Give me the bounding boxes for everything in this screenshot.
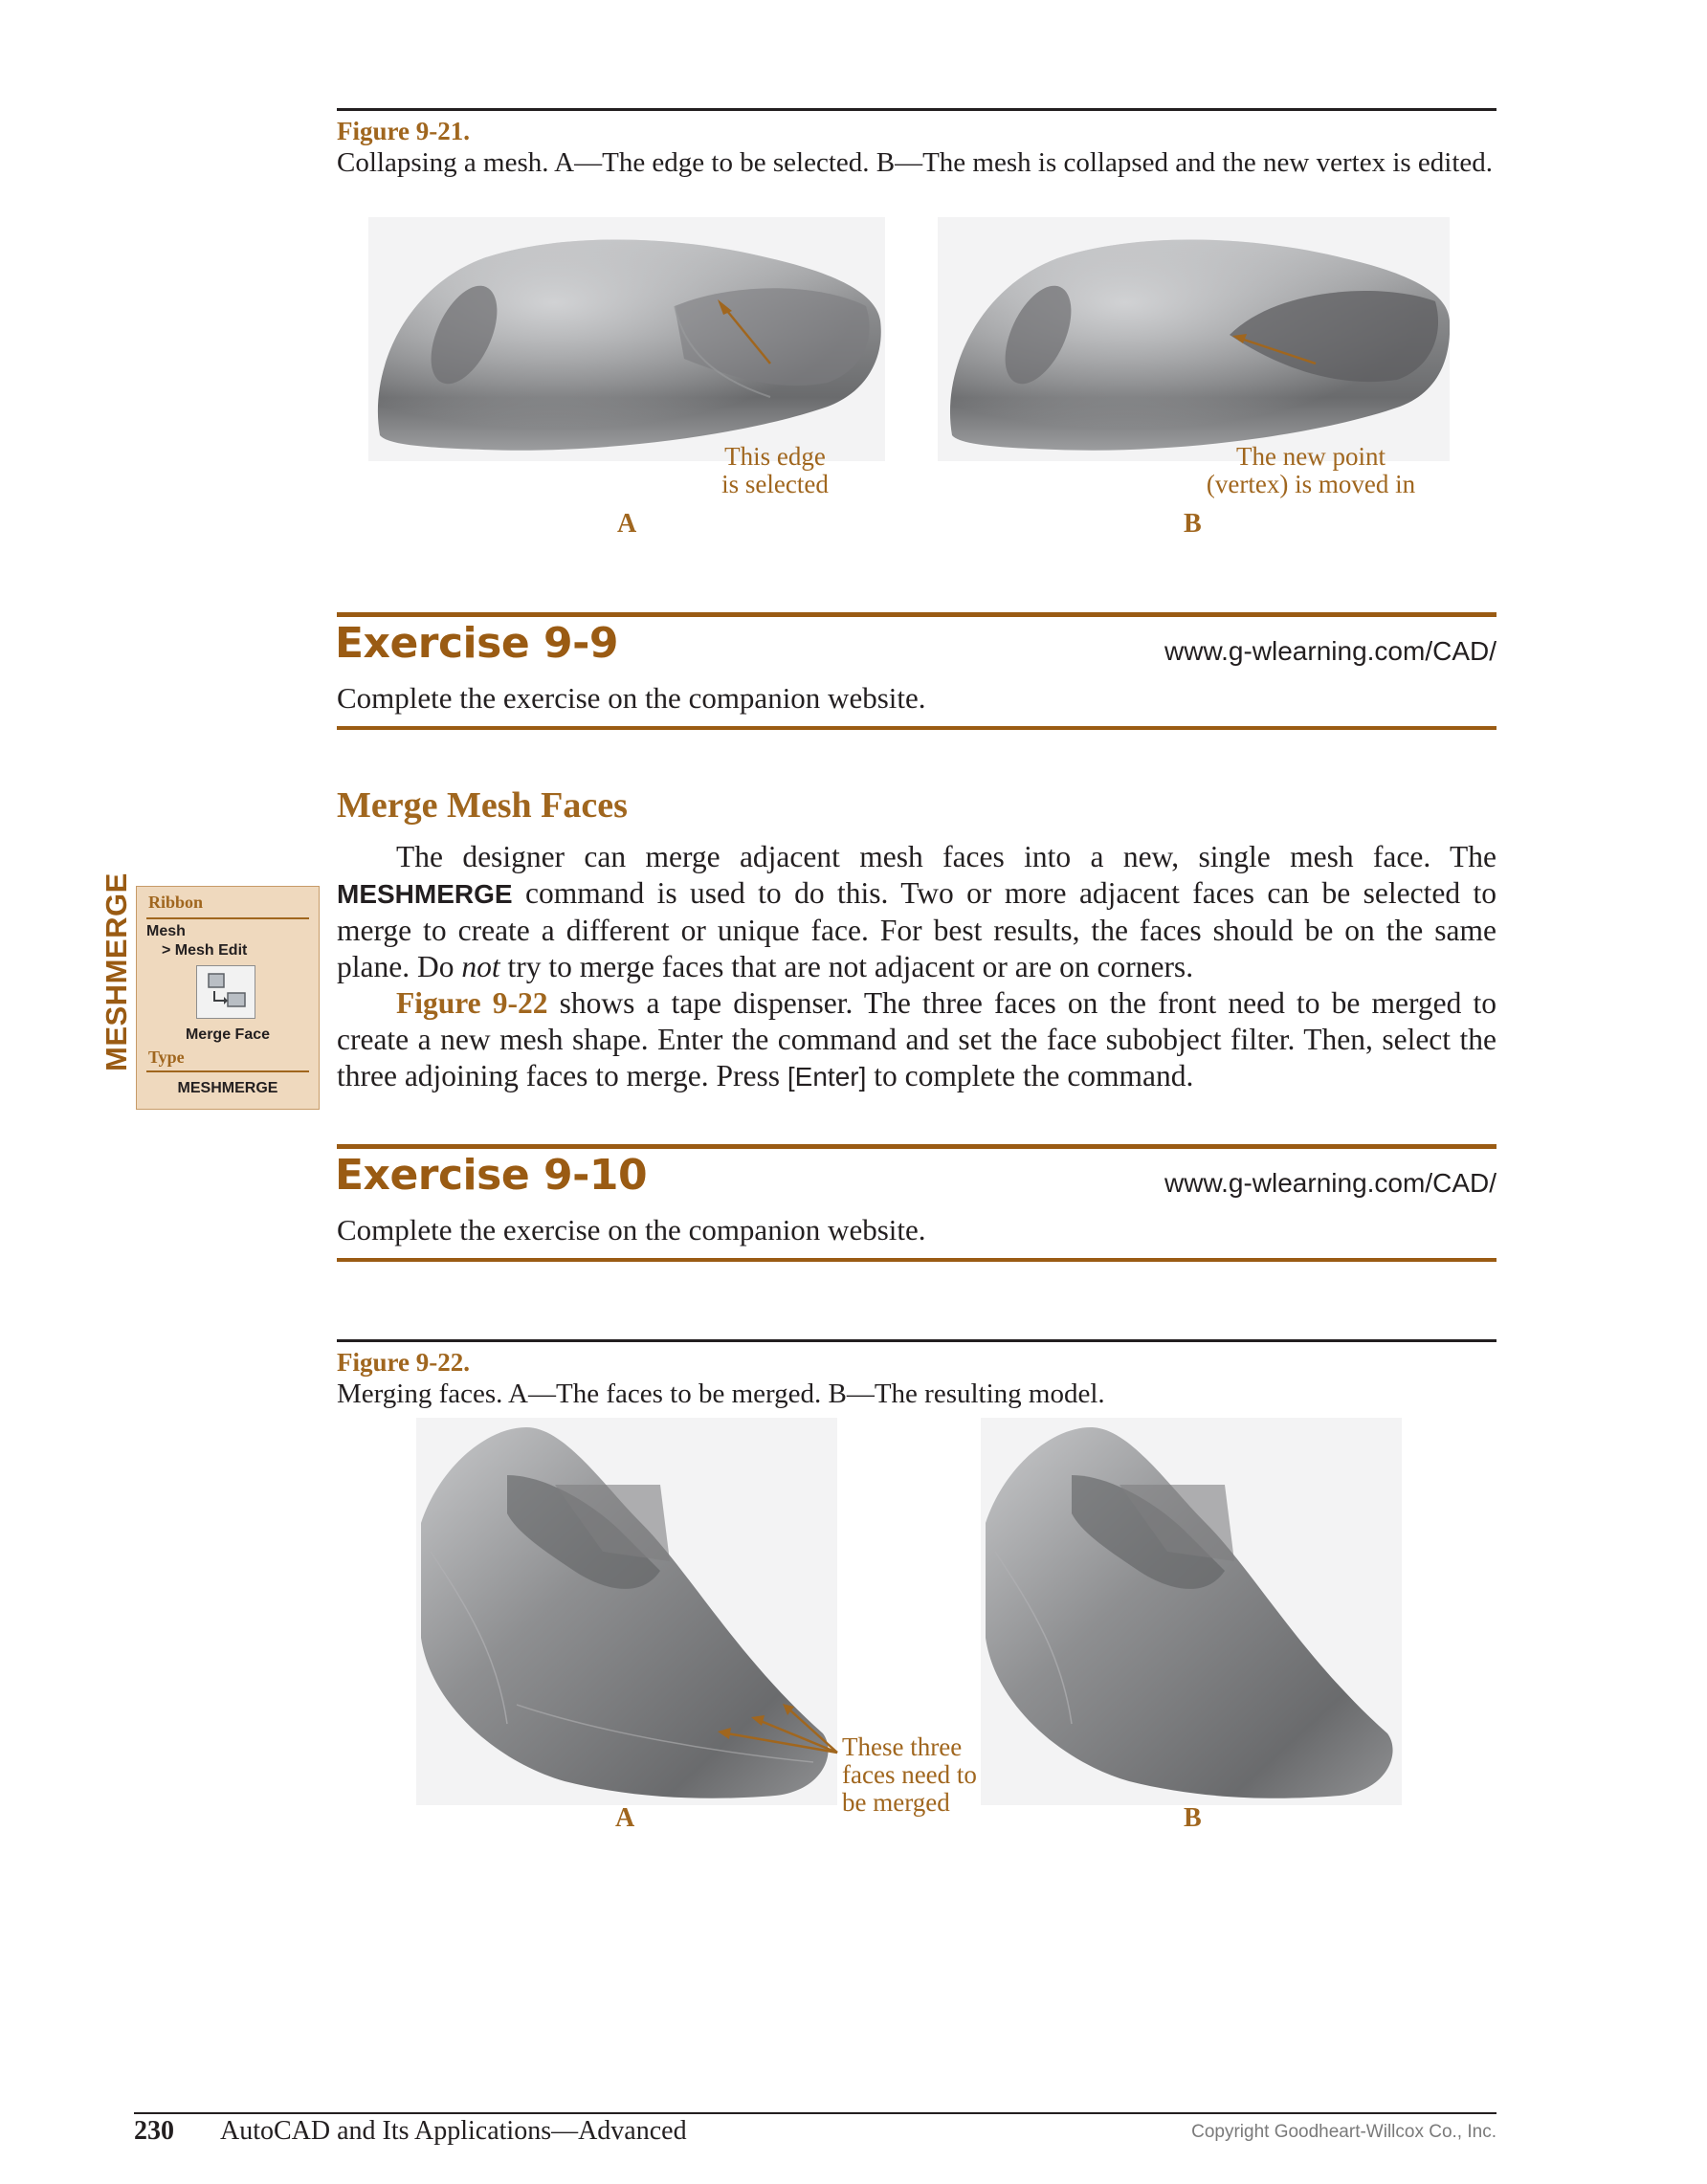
p2-text-a: shows a tape dispenser. The three faces on the front need to be merged to create a new mesh shape. Enter the command and set the face subobject filter. Then, select the three adjoining faces to merge. Press [337, 986, 1496, 1092]
callout-line-1: These three [842, 1732, 963, 1761]
callout-a-line-1: This edge [724, 442, 826, 471]
p1-text-a: The designer can merge adjacent mesh faces into a new, single mesh face. The [396, 840, 1496, 873]
callout-b-line-2: (vertex) is moved in [1206, 470, 1416, 498]
figure-21-callout-b [1186, 443, 1435, 498]
exercise-9-10-bottom-rule [337, 1258, 1496, 1262]
exercise-9-9-text: Complete the exercise on the companion website. [337, 681, 926, 715]
paragraph-1 [337, 839, 1496, 985]
section-heading: Merge Mesh Faces [337, 785, 628, 826]
callout-b-line-1: The new point [1236, 442, 1386, 471]
sidebar-rule-2 [146, 1070, 309, 1072]
merge-face-tool-button[interactable] [196, 965, 255, 1019]
page-number: 230 [134, 2116, 174, 2146]
figure-21-illustration [368, 215, 1450, 474]
figure-22-label-b: B [1184, 1803, 1202, 1833]
merge-face-icon [197, 966, 255, 1018]
callout-a-line-2: is selected [721, 470, 829, 498]
copyright-notice: Copyright Goodheart-Willcox Co., Inc. [1191, 2122, 1496, 2142]
figure-22-label-a: A [615, 1803, 635, 1833]
figure-22-top-rule [337, 1339, 1496, 1342]
figure-21-label-a: A [617, 509, 637, 539]
figure-21-top-rule [337, 108, 1496, 111]
p1-emphasis: not [461, 950, 500, 983]
sidebar-tool-name: Merge Face [185, 1026, 271, 1043]
book-title: AutoCAD and Its Applications—Advanced [220, 2116, 687, 2146]
exercise-9-10-url[interactable]: www.g-wlearning.com/CAD/ [1164, 1168, 1496, 1198]
footer-rule [134, 2112, 1496, 2114]
command-sidebar [136, 886, 320, 1110]
sidebar-vertical-command: MESHMERGE [100, 872, 133, 1071]
exercise-9-9-title: Exercise 9-9 [335, 619, 618, 668]
sidebar-ribbon-tab: Mesh [146, 923, 186, 939]
p2-figure-ref[interactable]: Figure 9-22 [396, 986, 548, 1020]
sidebar-ribbon-heading: Ribbon [148, 893, 204, 912]
paragraph-2 [337, 985, 1496, 1095]
p2-text-b: to complete the command. [866, 1059, 1194, 1092]
figure-22-number: Figure 9-22. [337, 1348, 470, 1377]
sidebar-rule-1 [146, 917, 309, 919]
section-body [337, 839, 1496, 1095]
p1-text-c: try to merge faces that are not adjacent or are on corners. [499, 950, 1194, 983]
sidebar-type-command: MESHMERGE [177, 1080, 278, 1096]
exercise-9-10-title: Exercise 9-10 [335, 1151, 648, 1200]
sidebar-ribbon-panel: > Mesh Edit [162, 942, 248, 959]
sidebar-type-heading: Type [148, 1048, 185, 1067]
exercise-9-9-top-rule [337, 612, 1496, 617]
exercise-9-9-bottom-rule [337, 726, 1496, 730]
exercise-9-10-text: Complete the exercise on the companion website. [337, 1213, 926, 1246]
figure-22-caption: Merging faces. A—The faces to be merged. B—The resulting model. [337, 1379, 1105, 1409]
exercise-9-10-top-rule [337, 1144, 1496, 1149]
figure-21-caption: Collapsing a mesh. A—The edge to be selected. B—The mesh is collapsed and the new vertex is edited. [337, 147, 1494, 178]
figure-21-label-b: B [1184, 509, 1202, 539]
p2-key: [Enter] [787, 1062, 867, 1092]
figure-21-number: Figure 9-21. [337, 117, 470, 145]
exercise-9-9-url[interactable]: www.g-wlearning.com/CAD/ [1164, 636, 1496, 666]
p1-command: MESHMERGE [337, 879, 513, 909]
callout-line-2: faces need to [842, 1760, 977, 1789]
figure-22-callout [842, 1733, 977, 1817]
p1-text-b: command is used to do this. Two or more adjacent faces can be selected to merge to create a different or unique face. For best results, the faces should be on the same plane. Do [337, 876, 1496, 983]
figure-21-callout-a [698, 443, 852, 498]
callout-line-3: be merged [842, 1788, 950, 1817]
